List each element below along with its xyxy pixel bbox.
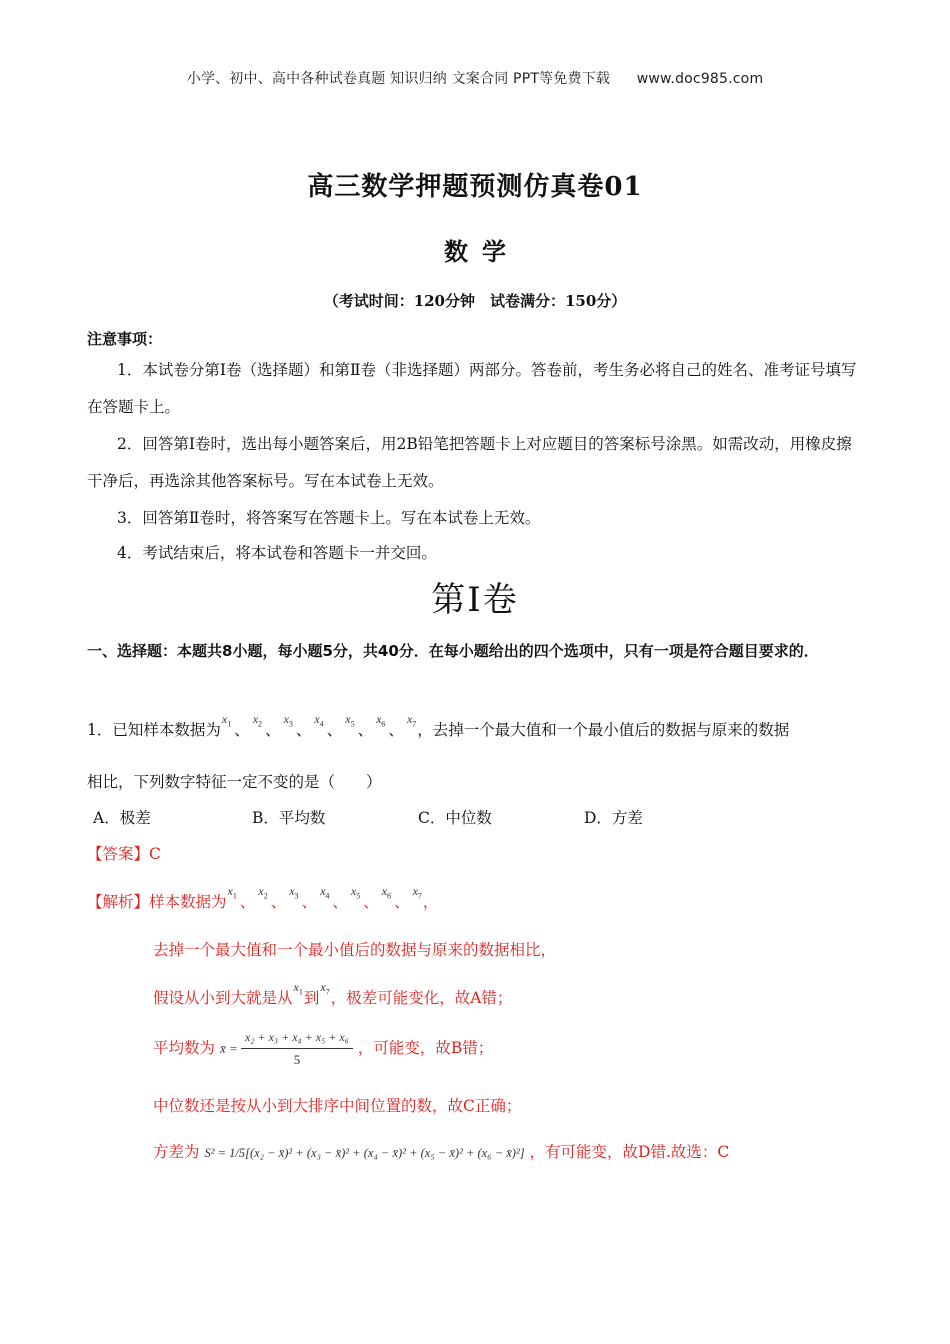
analysis-line-4: 平均数为 x̄ = $\frac{\text{x₂ + x₃ + x₄ + x₅ + x₆}}{5}$ ，可能变，故B错； bbox=[153, 1030, 494, 1067]
answer-value: C bbox=[149, 845, 161, 863]
analysis-label: 【解析】 bbox=[87, 893, 150, 911]
analysis-line-1: 【解析】样本数据为$x_1$ 、$x_2$ 、$x_3$ 、$x_4$ 、$x_5$ 、$x_6$ 、$x_7$， bbox=[87, 884, 439, 911]
answer-line bbox=[87, 842, 161, 864]
option-a: A．极差 bbox=[93, 809, 151, 827]
exam-info: （考试时间：120分钟 试卷满分：150分） bbox=[323, 292, 627, 310]
answer-label: 【答案】 bbox=[87, 845, 150, 863]
question-1-line-2: 相比，下列数字特征一定不变的是（ ） bbox=[87, 773, 382, 791]
option-d: D．方差 bbox=[584, 809, 643, 827]
section-heading: 一、选择题：本题共8小题，每小题5分，共40分．在每小题给出的四个选项中，只有一项是符合题目要求的． bbox=[87, 642, 819, 660]
option-b: B．平均数 bbox=[252, 809, 326, 827]
page-title: 高三数学押题预测仿真卷01 bbox=[307, 172, 643, 202]
notice-item-1: 1．本试卷分第Ⅰ卷（选择题）和第Ⅱ卷（非选择题）两部分。答卷前，考生务必将自己的姓名、准考证号填写在答题卡上。 bbox=[87, 361, 857, 416]
analysis-line-5: 中位数还是按从小到大排序中间位置的数，故C正确； bbox=[153, 1097, 522, 1115]
option-c: C．中位数 bbox=[418, 809, 492, 827]
question-1-line-1: 1．已知样本数据为$x_1$ 、$x_2$ 、$x_3$ 、$x_4$ 、$x_5$ 、$x_6$ 、$x_7$，去掉一个最大值和一个最小值后的数据与原来的数据 bbox=[87, 712, 790, 739]
analysis-line-3: 假设从小到大就是从$x_1$到$x_7$，极差可能变化，故A错； bbox=[153, 980, 513, 1007]
header-url[interactable]: www.doc985.com bbox=[636, 71, 764, 87]
notice-item-4: 4．考试结束后，将本试卷和答题卡一并交回。 bbox=[117, 544, 437, 562]
subject-title: 数学 bbox=[444, 237, 520, 266]
part-heading: 第Ⅰ卷 bbox=[431, 580, 519, 620]
notice-item-2: 2．回答第Ⅰ卷时，选出每小题答案后，用2B铅笔把答题卡上对应题目的答案标号涂黑。如需改动，用橡皮擦干净后，再选涂其他答案标号。写在本试卷上无效。 bbox=[87, 435, 852, 490]
page-header bbox=[0, 68, 950, 88]
analysis-line-6: 方差为 S² = 1/5[(x₂ − x̄)² + (x₃ − x̄)² + (x₄ − x̄)² + (x₅ − x̄)² + (x₆ − x̄)²] ，有可能变，故D错.故选：C bbox=[153, 1143, 730, 1161]
mean-fraction: $\frac{\text{x₂ + x₃ + x₄ + x₅ + x₆}}{5}$ bbox=[241, 1030, 353, 1068]
analysis-line-2: 去掉一个最大值和一个最小值后的数据与原来的数据相比， bbox=[153, 941, 557, 959]
header-text: 小学、初中、高中各种试卷真题 知识归纳 文案合同 PPT等免费下载 bbox=[186, 71, 611, 87]
notice-title: 注意事项： bbox=[87, 330, 163, 348]
variance-formula: S² = 1/5[(x₂ − x̄)² + (x₃ − x̄)² + (x₄ − x̄)² + (x₅ − x̄)² + (x₆ − x̄)²] bbox=[204, 1146, 525, 1160]
notice-item-3: 3．回答第Ⅱ卷时，将答案写在答题卡上。写在本试卷上无效。 bbox=[117, 509, 541, 527]
